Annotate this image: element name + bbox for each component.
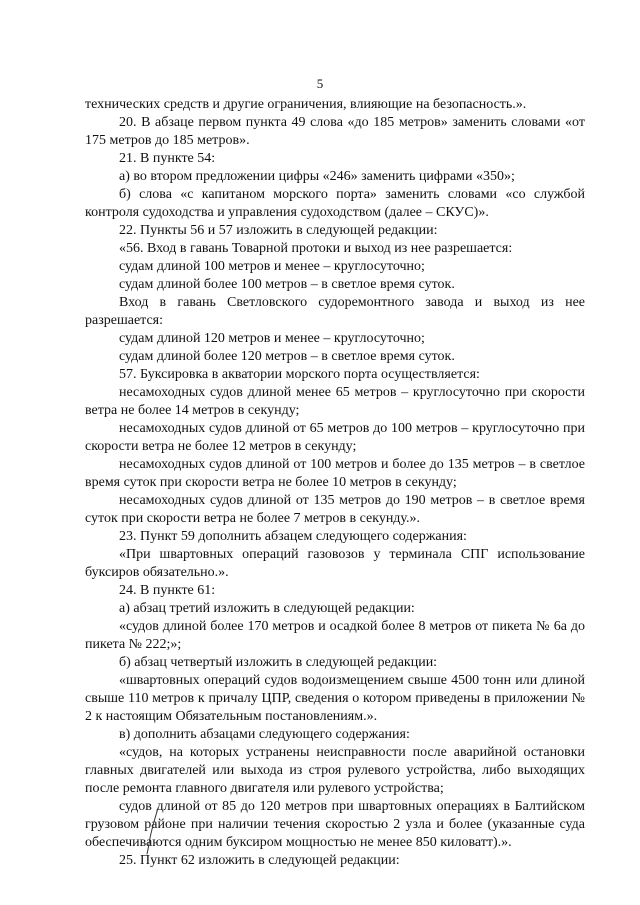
paragraph: «швартовных операций судов водоизмещением свыше 4500 тонн или длиной свыше 110 метров к причалу ЦПР, сведения о котором приведены в приложении № 2 к настоящим Обязательным постановлениям.». [85,673,585,724]
paragraph: б) абзац четвертый изложить в следующей редакции: [119,655,438,670]
paragraph: 25. Пункт 62 изложить в следующей редакции: [119,853,400,868]
paragraph: 20. В абзаце первом пункта 49 слова «до 185 метров» заменить словами «от 175 метров до 185 метров». [85,115,585,148]
paragraph: «При швартовных операций газовозов у терминала СПГ использование буксиров обязательно.». [85,547,585,580]
paragraph: б) слова «с капитаном морского порта» заменить словами «со службой контроля судоходства и управления судоходством (далее – СКУС)». [85,187,585,220]
paragraph: судам длиной 100 метров и менее – круглосуточно; [119,259,425,274]
paragraph: «судов длиной более 170 метров и осадкой более 8 метров от пикета № 6а до пикета № 222;»; [85,619,585,652]
paragraph: «56. Вход в гавань Товарной протоки и выход из нее разрешается: [119,241,513,256]
page-number: 5 [316,76,324,91]
paragraph: технических средств и другие ограничения, влияющие на безопасность.». [85,97,527,112]
paragraph: несамоходных судов длиной менее 65 метров – круглосуточно при скорости ветра не более 14 метров в секунду; [85,385,585,418]
paragraph: судов длиной от 85 до 120 метров при швартовных операциях в Балтийском грузовом районе при наличии течения скоростью 2 узла и более (указанные суда обеспечиваются одним буксиром мощностью не менее 850 киловатт).». [85,799,585,850]
document-body [85,96,585,870]
paragraph: 23. Пункт 59 дополнить абзацем следующего содержания: [119,529,467,544]
paragraph: судам длиной более 120 метров – в светлое время суток. [119,349,455,364]
paragraph: 22. Пункты 56 и 57 изложить в следующей редакции: [119,223,438,238]
paragraph: несамоходных судов длиной от 65 метров до 100 метров – круглосуточно при скорости ветра не более 12 метров в секунду; [85,421,585,454]
paragraph: 24. В пункте 61: [119,583,216,598]
paragraph: а) абзац третий изложить в следующей редакции: [119,601,415,616]
paragraph: а) во втором предложении цифры «246» заменить цифрами «350»; [119,169,515,184]
paragraph: несамоходных судов длиной от 135 метров до 190 метров – в светлое время суток при скорости ветра не более 7 метров в секунду.». [85,493,585,526]
paragraph: 57. Буксировка в акватории морского порта осуществляется: [119,367,480,382]
paragraph: судам длиной 120 метров и менее – круглосуточно; [119,331,425,346]
signature-mark [140,806,170,856]
paragraph: судам длиной более 100 метров – в светлое время суток. [119,277,455,292]
paragraph: «судов, на которых устранены неисправности после аварийной остановки главных двигателей или выхода из строя рулевого устройства, либо выходящих после ремонта главного двигателя или рулевого устройства; [85,745,585,796]
paragraph: в) дополнить абзацами следующего содержания: [119,727,410,742]
paragraph: несамоходных судов длиной от 100 метров и более до 135 метров – в светлое время суток при скорости ветра не более 10 метров в секунду; [85,457,585,490]
paragraph: 21. В пункте 54: [119,151,216,166]
paragraph: Вход в гавань Светловского судоремонтного завода и выход из нее разрешается: [85,295,585,328]
